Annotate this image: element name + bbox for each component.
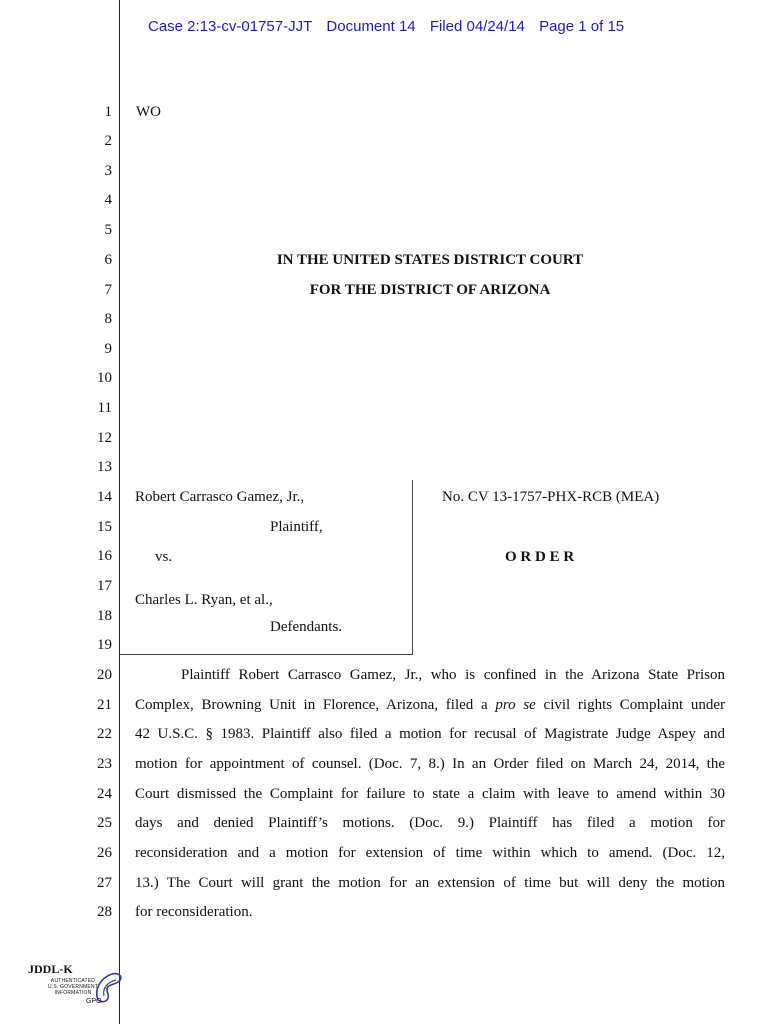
- line-number: 6: [104, 252, 112, 268]
- case-number-caption: No. CV 13-1757-PHX-RCB (MEA): [442, 489, 660, 505]
- body-line: Plaintiff Robert Carrasco Gamez, Jr., who is confined in the Arizona State Prison: [181, 667, 725, 683]
- line-number: 19: [97, 637, 112, 653]
- line-number: 17: [97, 578, 112, 594]
- auth-line: INFORMATION: [54, 990, 92, 996]
- line-number: 13: [97, 459, 112, 475]
- line-number: 28: [97, 904, 112, 920]
- body-line: days and denied Plaintiff’s motions. (Doc. 9.) Plaintiff has filed a motion for: [135, 815, 725, 831]
- body-line: for reconsideration.: [135, 904, 253, 920]
- defendant-name: Charles L. Ryan, et al.,: [135, 592, 273, 608]
- line-number: 22: [97, 726, 112, 742]
- line-number: 5: [104, 222, 112, 238]
- line-number: 4: [104, 192, 112, 208]
- document-number: Document 14: [326, 18, 416, 35]
- order-title: O R D E R: [505, 549, 575, 565]
- gpo-label: GPO: [86, 998, 102, 1005]
- line-number: 7: [104, 282, 112, 298]
- line-number: 23: [97, 756, 112, 772]
- line-number: 20: [97, 667, 112, 683]
- auth-line: AUTHENTICATED: [50, 978, 96, 984]
- body-line: 42 U.S.C. § 1983. Plaintiff also filed a motion for recusal of Magistrate Judge Aspey and: [135, 726, 725, 742]
- line-number: 14: [97, 489, 112, 505]
- court-district: FOR THE DISTRICT OF ARIZONA: [309, 282, 551, 298]
- line-number: 16: [97, 548, 112, 564]
- line-number: 3: [104, 163, 112, 179]
- line-number: 26: [97, 845, 112, 861]
- line-number: 9: [104, 341, 112, 357]
- body-line: reconsideration and a motion for extension of time within which to amend. (Doc. 12,: [135, 845, 725, 861]
- caption-box: [120, 480, 413, 655]
- line-number: 21: [97, 697, 112, 713]
- line-number: 25: [97, 815, 112, 831]
- body-line: [135, 696, 725, 714]
- line-number: 24: [97, 786, 112, 802]
- filed-date: Filed 04/24/14: [429, 18, 525, 35]
- gpo-authentication-seal: [28, 962, 128, 1012]
- jddl-code: JDDL-K: [28, 962, 73, 976]
- auth-line: U.S. GOVERNMENT: [48, 984, 98, 990]
- line-number: 15: [97, 519, 112, 535]
- line-number: 12: [97, 430, 112, 446]
- line-number: 8: [104, 311, 112, 327]
- versus-label: vs.: [155, 549, 173, 565]
- plaintiff-name: Robert Carrasco Gamez, Jr.,: [135, 489, 305, 505]
- body-text: Complex, Browning Unit in Florence, Arizona, filed a: [135, 697, 496, 713]
- body-line: motion for appointment of counsel. (Doc. 7, 8.) In an Order filed on March 24, 2014, the: [135, 756, 725, 772]
- body-text: civil rights Complaint under: [535, 697, 725, 713]
- case-number: Case 2:13-cv-01757-JJT: [148, 18, 313, 35]
- defendant-role: Defendants.: [270, 619, 343, 635]
- line-number: 27: [97, 875, 112, 891]
- line-number: 1: [104, 104, 112, 120]
- pro-se-italic: pro se: [495, 697, 536, 713]
- line-number: 10: [97, 370, 112, 386]
- body-line: 13.) The Court will grant the motion for an extension of time but will deny the motion: [135, 875, 725, 891]
- plaintiff-role: Plaintiff,: [270, 519, 323, 535]
- line-number: 11: [97, 400, 112, 416]
- line-number: 2: [104, 133, 112, 149]
- page-indicator: Page 1 of 15: [539, 18, 625, 35]
- body-line: Court dismissed the Complaint for failure to state a claim with leave to amend within 30: [135, 786, 725, 802]
- wo-marker: WO: [136, 104, 161, 120]
- case-header: [148, 18, 634, 35]
- line-number: 18: [97, 608, 112, 624]
- court-title: IN THE UNITED STATES DISTRICT COURT: [276, 252, 584, 268]
